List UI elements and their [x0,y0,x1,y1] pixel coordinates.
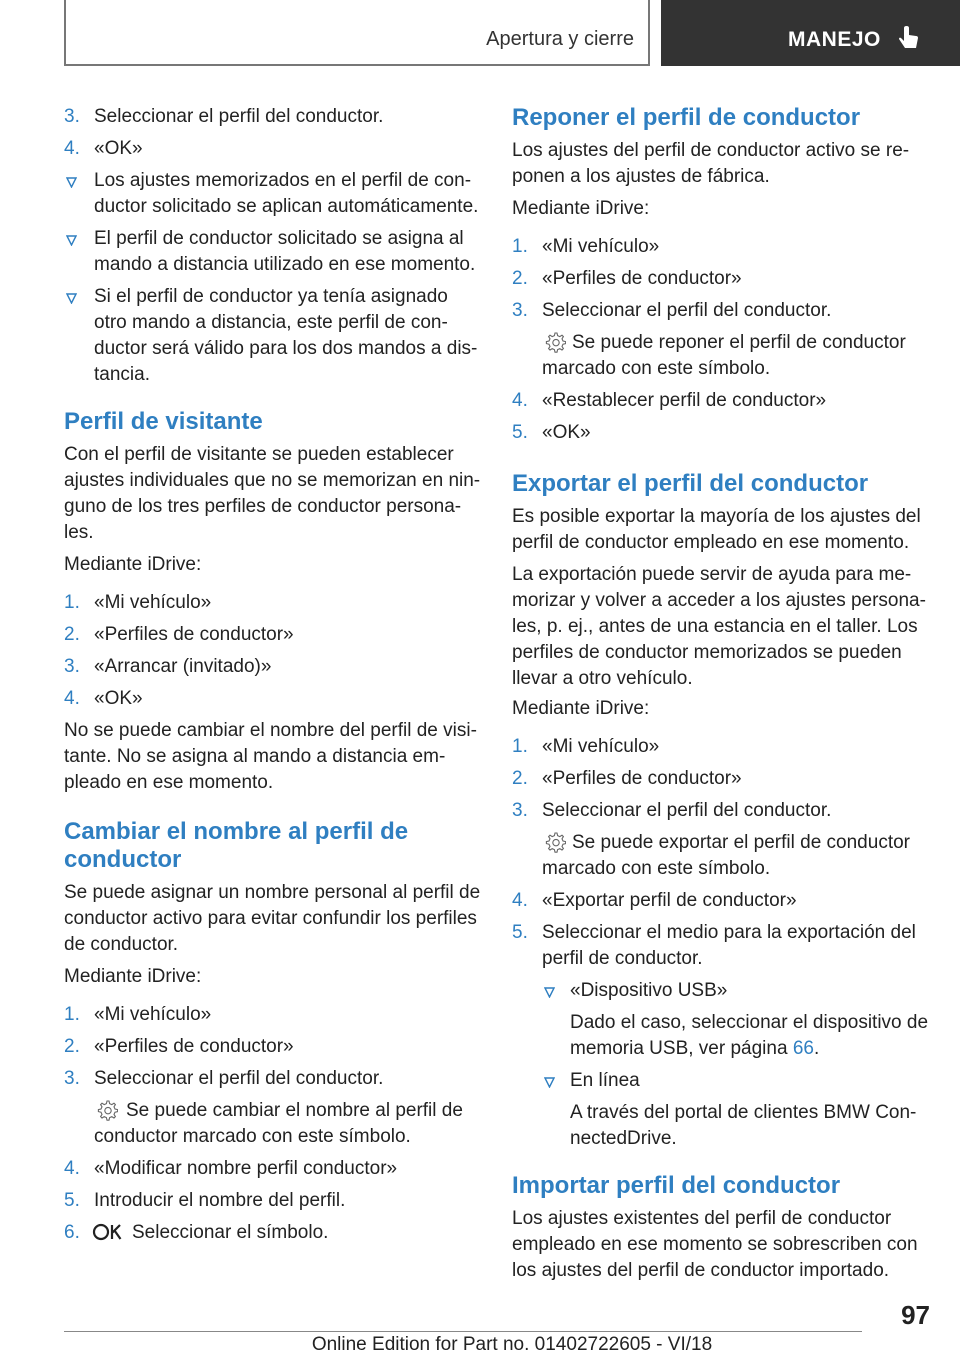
step-number: 5. [512,422,528,443]
bullet-text: Los ajustes memorizados en el perfil de con‐ [94,170,472,191]
paragraph-line: pleado en ese momento. [64,772,274,793]
bullet-text-part: memoria USB, ver página [570,1038,793,1059]
step-text: Seleccionar el perfil del conductor. [542,800,832,821]
note-text: conductor marcado con este símbolo. [94,1126,411,1147]
gear-icon [544,331,566,353]
step-number: 3. [64,106,80,127]
step-number: 3. [64,1068,80,1089]
bullet-triangle-icon [544,1077,555,1088]
paragraph-line: Es posible exportar la mayoría de los ajustes del [512,506,921,527]
step-text: «Mi vehículo» [542,236,660,257]
bullet-text: Si el perfil de conductor ya tenía asignado [94,286,448,307]
step-text: «OK» [94,138,143,159]
step-text: «OK» [542,422,591,443]
step-text: Seleccionar el perfil del conductor. [94,1068,384,1089]
step-text: «Restablecer perfil de conductor» [542,390,827,411]
step-number: 2. [64,624,80,645]
paragraph-line: Mediante iDrive: [64,966,202,987]
paragraph-line: perfiles de conductor memorizados se pueden [512,642,902,663]
footer-edition: Online Edition for Part no. 01402722605 - VI/18 [311,1334,713,1355]
paragraph-line: empleado en ese momento se sobrescriben con [512,1234,918,1255]
step-number: 5. [64,1190,80,1211]
step-number: 5. [512,922,528,943]
note-text: marcado con este símbolo. [542,358,771,379]
bullet-text: En línea [570,1070,640,1091]
section-heading: Reponer el perfil de conductor [512,104,861,131]
ok-symbol-icon [92,1222,124,1242]
step-text: «Mi vehículo» [94,592,212,613]
step-number: 1. [512,736,528,757]
step-text: «Modificar nombre perfil conductor» [94,1158,398,1179]
step-text: «Mi vehículo» [542,736,660,757]
paragraph-line: ponen a los ajustes de fábrica. [512,166,770,187]
paragraph-line: Mediante iDrive: [512,698,650,719]
bullet-text: mando a distancia utilizado en ese momento. [94,254,476,275]
paragraph-line: Mediante iDrive: [64,554,202,575]
section-heading: Cambiar el nombre al perfil de [64,818,409,845]
paragraph-line: Se puede asignar un nombre personal al perfil de [64,882,481,903]
header-chapter-tab [661,0,960,66]
note-text: Se puede reponer el perfil de conductor [572,332,906,353]
paragraph-line: de conductor. [64,934,179,955]
gear-icon [96,1099,118,1121]
header-chapter-label: MANEJO [788,28,881,51]
paragraph-line: guno de los tres perfiles de conductor persona‐ [64,496,462,517]
step-number: 3. [512,300,528,321]
paragraph-line: llevar a otro vehículo. [512,668,693,689]
step-text: Introducir el nombre del perfil. [94,1190,346,1211]
bullet-text: nectedDrive. [570,1128,677,1149]
step-number: 4. [512,890,528,911]
bullet-triangle-icon [66,177,77,188]
bullet-text: ductor solicitado se aplican automáticamente. [94,196,479,217]
note-text: Se puede exportar el perfil de conductor [572,832,910,853]
note-text: Se puede cambiar el nombre al perfil de [126,1100,463,1121]
step-number: 2. [64,1036,80,1057]
step-number: 6. [64,1222,80,1243]
step-number: 1. [64,1004,80,1025]
bullet-triangle-icon [66,293,77,304]
step-text: Seleccionar el medio para la exportación del [542,922,916,943]
step-number: 2. [512,768,528,789]
header-section-title: Apertura y cierre [486,28,634,50]
bullet-text-part: . [813,1038,820,1059]
paragraph-line: tante. No se asigna al mando a distancia em‐ [64,746,446,767]
step-number: 4. [64,138,80,159]
paragraph-line: Los ajustes del perfil de conductor activo se re‐ [512,140,910,161]
section-heading: Exportar el perfil del conductor [512,470,869,497]
section-heading: Importar perfil del conductor [512,1172,841,1199]
paragraph-line: morizar y volver a acceder a los ajustes persona‐ [512,590,926,611]
step-text: «Mi vehículo» [94,1004,212,1025]
paragraph-line: Los ajustes existentes del perfil de conductor [512,1208,892,1229]
section-heading: conductor [64,846,182,873]
step-text: perfil de conductor. [542,948,703,969]
hand-touch-icon [894,24,924,54]
bullet-text: El perfil de conductor solicitado se asigna al [94,228,464,249]
paragraph-line: Con el perfil de visitante se pueden establecer [64,444,454,465]
bullet-text [570,1036,819,1062]
paragraph-line: les. [64,522,94,543]
paragraph-line: ajustes individuales que no se memorizan en nin‐ [64,470,481,491]
step-text: «Perfiles de conductor» [94,624,294,645]
step-number: 3. [512,800,528,821]
bullet-text: otro mando a distancia, este perfil de con‐ [94,312,448,333]
bullet-text: «Dispositivo USB» [570,980,728,1001]
bullet-text: ductor será válido para los dos mandos a dis‐ [94,338,478,359]
bullet-text: Dado el caso, seleccionar el dispositivo de [570,1012,929,1033]
bullet-text: A través del portal de clientes BMW Con‐ [570,1102,917,1123]
step-number: 4. [64,1158,80,1179]
page-header [0,0,960,66]
paragraph-line: conductor activo para evitar confundir los perfiles [64,908,477,929]
step-text: «Perfiles de conductor» [94,1036,294,1057]
paragraph-line: Mediante iDrive: [512,198,650,219]
paragraph-line: los ajustes del perfil de conductor importado. [512,1260,890,1281]
page-reference-link[interactable]: 66 [792,1038,814,1059]
footer-divider [64,1331,862,1332]
paragraph-line: La exportación puede servir de ayuda para me‐ [512,564,912,585]
paragraph-line: No se puede cambiar el nombre del perfil de visi‐ [64,720,477,741]
step-text: Seleccionar el perfil del conductor. [542,300,832,321]
bullet-triangle-icon [66,235,77,246]
step-text: Seleccionar el símbolo. [132,1222,329,1243]
page-number: 97 [901,1300,930,1330]
gear-icon [544,831,566,853]
step-text: Seleccionar el perfil del conductor. [94,106,384,127]
bullet-triangle-icon [544,987,555,998]
step-text: «Arrancar (invitado)» [94,656,272,677]
step-text: «Perfiles de conductor» [542,268,742,289]
section-heading: Perfil de visitante [64,408,263,435]
step-text: «OK» [94,688,143,709]
step-text: «Exportar perfil de conductor» [542,890,797,911]
bullet-text: tancia. [94,364,150,385]
paragraph-line: perfil de conductor empleado en ese momento. [512,532,910,553]
note-text: marcado con este símbolo. [542,858,771,879]
step-number: 1. [512,236,528,257]
step-text: «Perfiles de conductor» [542,768,742,789]
step-number: 2. [512,268,528,289]
paragraph-line: les, p. ej., antes de una estancia en el taller. Los [512,616,918,637]
step-number: 4. [64,688,80,709]
header-section-box [64,0,650,66]
step-number: 1. [64,592,80,613]
step-number: 4. [512,390,528,411]
step-number: 3. [64,656,80,677]
